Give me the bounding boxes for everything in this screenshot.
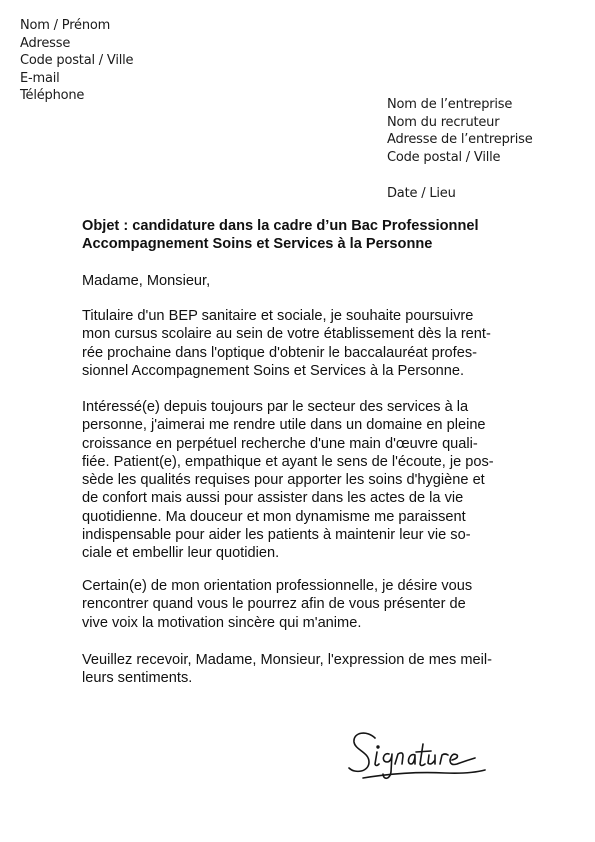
subject-line: Objet : candidature dans la cadre d’un Bac Professionnel <box>82 218 479 234</box>
paragraph-intro <box>82 307 491 380</box>
paragraph-closing <box>82 651 492 688</box>
recipient-address: Adresse de l’entreprise <box>387 132 533 148</box>
sender-address: Adresse <box>20 35 71 51</box>
subject-line: Accompagnement Soins et Services à la Personne <box>82 236 433 253</box>
paragraph-line: sionnel Accompagnement Soins et Services à la Personne. <box>82 362 465 379</box>
paragraph-line: Titulaire d'un BEP sanitaire et sociale, je souhaite poursuivre <box>82 308 474 324</box>
sender-name: Nom / Prénom <box>20 18 111 33</box>
sender-postal-city: Code postal / Ville <box>20 53 134 69</box>
paragraph-meeting <box>82 577 472 632</box>
paragraph-line: sède les qualités requises pour apporter les soins d'hygiène et <box>82 472 485 489</box>
paragraph-line: indispensable pour aider les patients à maintenir leur vie so- <box>82 527 471 544</box>
paragraph-line: Certain(e) de mon orientation professionnelle, je désire vous <box>82 578 473 594</box>
paragraph-line: de confort mais aussi pour assister dans les actes de la vie <box>82 490 464 507</box>
date-place: Date / Lieu <box>387 186 456 201</box>
paragraph-line: quotidienne. Ma douceur et mon dynamisme me paraissent <box>82 508 466 525</box>
paragraph-line: rencontrer quand vous le pourrez afin de vous présenter de <box>82 596 466 613</box>
paragraph-line: croissance en perpétuel recherche d'une main d'œuvre quali- <box>82 435 478 452</box>
recipient-block <box>387 96 533 166</box>
recipient-company: Nom de l’entreprise <box>387 97 513 112</box>
paragraph-motivation <box>82 398 494 563</box>
sender-email: E-mail <box>20 70 60 86</box>
handwritten-signature <box>345 722 495 792</box>
sender-block <box>20 17 133 105</box>
paragraph-line: mon cursus scolaire au sein de votre établissement dès la rent- <box>82 326 491 343</box>
recipient-postal-city: Code postal / Ville <box>387 149 501 165</box>
paragraph-line: Intéressé(e) depuis toujours par le secteur des services à la <box>82 399 469 415</box>
paragraph-line: fiée. Patient(e), empathique et ayant le sens de l'écoute, je pos- <box>82 453 494 470</box>
paragraph-line: rée prochaine dans l'optique d'obtenir le baccalauréat profes- <box>82 344 477 361</box>
recipient-recruiter: Nom du recruteur <box>387 114 500 130</box>
paragraph-line: personne, j'aimerai me rendre utile dans un domaine en pleine <box>82 417 486 434</box>
paragraph-line: ciale et embellir leur quotidien. <box>82 545 280 562</box>
paragraph-line: Veuillez recevoir, Madame, Monsieur, l'expression de mes meil- <box>82 652 492 668</box>
paragraph-line: leurs sentiments. <box>82 670 193 687</box>
paragraph-line: vive voix la motivation sincère qui m'anime. <box>82 614 362 631</box>
sender-phone: Téléphone <box>20 88 85 104</box>
salutation: Madame, Monsieur, <box>82 273 211 289</box>
letter-subject <box>82 217 479 254</box>
